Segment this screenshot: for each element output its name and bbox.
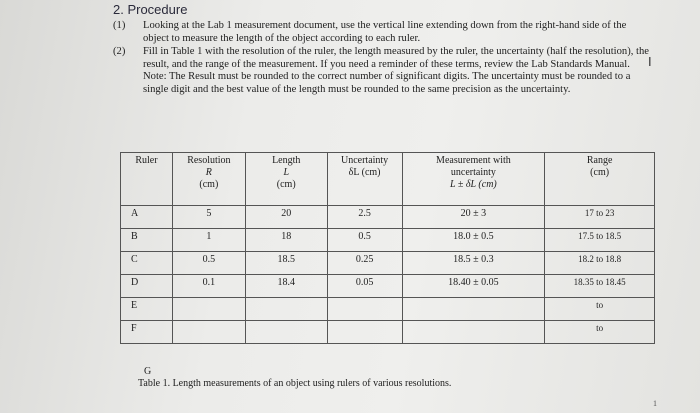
ruler-cell: D (121, 275, 173, 298)
text-cursor-icon: I (648, 54, 652, 69)
measurement-cell: 18.5 ± 0.3 (402, 252, 545, 275)
ruler-cell: B (121, 229, 173, 252)
uncertainty-cell (327, 298, 402, 321)
procedure-steps (113, 20, 653, 97)
ruler-g-label: G (144, 366, 152, 377)
uncertainty-cell: 0.25 (327, 252, 402, 275)
header-uncertainty: Uncertainty δL (cm) (327, 153, 402, 206)
table-row (121, 298, 655, 321)
length-cell: 18.4 (245, 275, 327, 298)
ruler-cell: C (121, 252, 173, 275)
uncertainty-cell: 0.05 (327, 275, 402, 298)
procedure-step-1 (113, 20, 653, 45)
ruler-cell: E (121, 298, 173, 321)
resolution-cell: 1 (172, 229, 245, 252)
uncertainty-cell: 2.5 (327, 206, 402, 229)
length-cell (245, 321, 327, 344)
uncertainty-cell: 0.5 (327, 229, 402, 252)
header-length: Length L (cm) (245, 153, 327, 206)
table-row (121, 321, 655, 344)
table-row (121, 206, 655, 229)
section-heading: 2. Procedure (113, 2, 188, 17)
table-header-row (121, 153, 655, 206)
measurement-cell: 18.40 ± 0.05 (402, 275, 545, 298)
header-measurement: Measurement with uncertainty L ± δL (cm) (402, 153, 545, 206)
header-resolution: Resolution R (cm) (172, 153, 245, 206)
step-text: Fill in Table 1 with the resolution of the ruler, the length measured by the ruler, the uncertainty (half the resolution), the result, and the range of the measurement. If you need a reminder of these terms, review the Lab Standards Manual. Note: The Result must be rounded to the correct number of significant digits. The uncertainty must be rounded to a single digit and the best value of the length must be rounded to the same precision as the uncertainty. (143, 46, 649, 95)
resolution-cell: 5 (172, 206, 245, 229)
table-caption: Table 1. Length measurements of an object using rulers of various resolutions. (138, 378, 452, 389)
resolution-cell (172, 321, 245, 344)
resolution-cell: 0.1 (172, 275, 245, 298)
resolution-cell: 0.5 (172, 252, 245, 275)
procedure-step-2 (113, 46, 653, 96)
length-cell: 18 (245, 229, 327, 252)
measurement-cell: 18.0 ± 0.5 (402, 229, 545, 252)
measurement-cell (402, 321, 545, 344)
step-number: (1) (113, 20, 126, 31)
step-number: (2) (113, 46, 126, 57)
range-cell: 17 to 23 (545, 206, 655, 229)
length-cell (245, 298, 327, 321)
uncertainty-cell (327, 321, 402, 344)
length-cell: 18.5 (245, 252, 327, 275)
ruler-cell: F (121, 321, 173, 344)
range-cell: 18.2 to 18.8 (545, 252, 655, 275)
measurement-cell (402, 298, 545, 321)
resolution-cell (172, 298, 245, 321)
range-cell: to (545, 298, 655, 321)
ruler-cell: A (121, 206, 173, 229)
table-row (121, 275, 655, 298)
range-cell: 18.35 to 18.45 (545, 275, 655, 298)
header-range: Range (cm) (545, 153, 655, 206)
range-cell: 17.5 to 18.5 (545, 229, 655, 252)
table-row (121, 229, 655, 252)
step-text: Looking at the Lab 1 measurement document, use the vertical line extending down from the right-hand side of the object to measure the length of the object according to each ruler. (143, 20, 627, 44)
header-ruler: Ruler (121, 153, 173, 206)
table-row (121, 252, 655, 275)
length-cell: 20 (245, 206, 327, 229)
range-cell: to (545, 321, 655, 344)
page-number: 1 (653, 399, 657, 408)
measurement-cell: 20 ± 3 (402, 206, 545, 229)
measurement-table (120, 152, 655, 344)
